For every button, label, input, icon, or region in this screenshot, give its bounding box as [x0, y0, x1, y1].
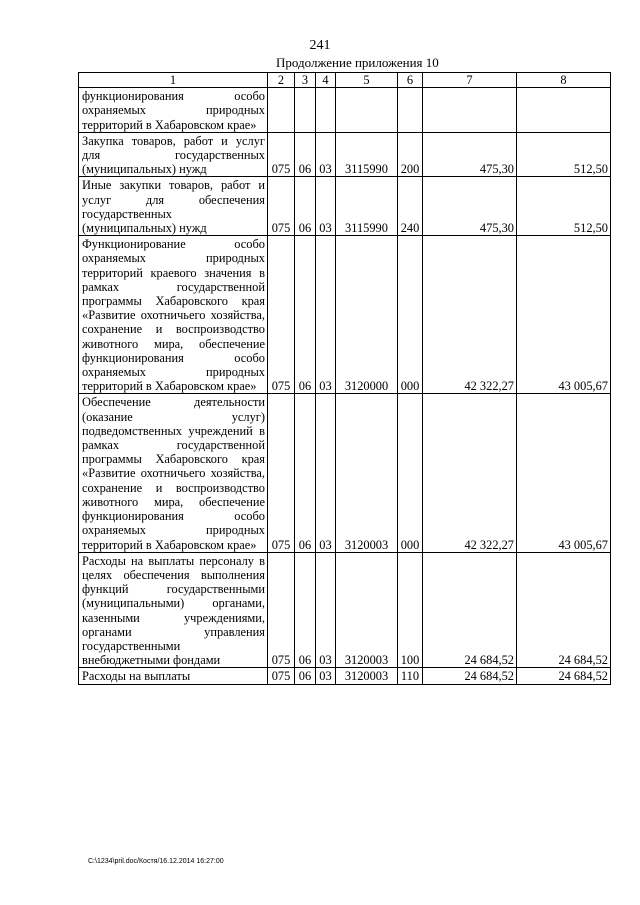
table-row — [79, 132, 611, 177]
table-row — [79, 236, 611, 394]
row-section: 06 — [295, 177, 316, 236]
row-expense-type: 110 — [398, 668, 423, 684]
header-col-1: 1 — [79, 73, 268, 88]
row-ministry-code: 075 — [268, 132, 295, 177]
row-section: 06 — [295, 236, 316, 394]
row-section: 06 — [295, 668, 316, 684]
row-description: Иные закупки товаров, работ и услуг для обеспечения государственных (муниципальных) нужд — [79, 177, 268, 236]
table-row — [79, 668, 611, 684]
row-amount-year-2: 24 684,52 — [517, 552, 611, 668]
row-subsection — [316, 88, 336, 133]
row-target-code — [336, 88, 398, 133]
row-subsection: 03 — [316, 552, 336, 668]
row-section: 06 — [295, 552, 316, 668]
table-row — [79, 88, 611, 133]
header-col-4: 4 — [316, 73, 336, 88]
row-expense-type: 100 — [398, 552, 423, 668]
row-amount-year-1: 24 684,52 — [423, 668, 517, 684]
header-col-8: 8 — [517, 73, 611, 88]
row-section — [295, 88, 316, 133]
continuation-title: Продолжение приложения 10 — [276, 55, 439, 70]
row-ministry-code: 075 — [268, 177, 295, 236]
row-description: Расходы на выплаты — [79, 668, 268, 684]
row-expense-type — [398, 88, 423, 133]
row-description: Закупка товаров, работ и услуг для государственных (муниципальных) нужд — [79, 132, 268, 177]
header-col-5: 5 — [336, 73, 398, 88]
row-description: Функционирование особо охраняемых природных территорий краевого значения в рамках государственной программы Хабаровского края «Развитие охотничьего хозяйства, сохранение и воспроизводство животного мира, обеспечение функционирования особо охраняемых природных территорий в Хабаровском крае» — [79, 236, 268, 394]
row-amount-year-2: 512,50 — [517, 177, 611, 236]
row-target-code: 3115990 — [336, 177, 398, 236]
row-amount-year-1: 42 322,27 — [423, 236, 517, 394]
row-expense-type: 000 — [398, 236, 423, 394]
row-subsection: 03 — [316, 394, 336, 552]
row-amount-year-1: 42 322,27 — [423, 394, 517, 552]
row-target-code: 3120003 — [336, 668, 398, 684]
row-subsection: 03 — [316, 177, 336, 236]
row-target-code: 3120000 — [336, 236, 398, 394]
row-description: функционирования особо охраняемых природных территорий в Хабаровском крае» — [79, 88, 268, 133]
file-path-footer: C:\1234\pril.doc/Костя/16.12.2014 16:27:00 — [88, 858, 224, 865]
table-row — [79, 394, 611, 552]
row-ministry-code — [268, 88, 295, 133]
row-amount-year-1 — [423, 88, 517, 133]
table-row — [79, 552, 611, 668]
header-col-7: 7 — [423, 73, 517, 88]
row-amount-year-1: 475,30 — [423, 177, 517, 236]
row-amount-year-2: 512,50 — [517, 132, 611, 177]
header-col-6: 6 — [398, 73, 423, 88]
table-row — [79, 177, 611, 236]
header-col-2: 2 — [268, 73, 295, 88]
row-target-code: 3120003 — [336, 552, 398, 668]
row-ministry-code: 075 — [268, 552, 295, 668]
row-target-code: 3115990 — [336, 132, 398, 177]
row-subsection: 03 — [316, 668, 336, 684]
row-expense-type: 240 — [398, 177, 423, 236]
row-expense-type: 000 — [398, 394, 423, 552]
header-row — [79, 73, 611, 88]
budget-table — [78, 72, 611, 685]
row-section: 06 — [295, 394, 316, 552]
row-amount-year-2: 24 684,52 — [517, 668, 611, 684]
row-ministry-code: 075 — [268, 394, 295, 552]
row-amount-year-1: 475,30 — [423, 132, 517, 177]
header-col-3: 3 — [295, 73, 316, 88]
row-description: Обеспечение деятельности (оказание услуг) подведомственных учреждений в рамках государственной программы Хабаровского края «Развитие охотничьего хозяйства, сохранение и воспроизводство животного мира, обеспечение функционирования особо охраняемых природных территорий в Хабаровском крае» — [79, 394, 268, 552]
row-ministry-code: 075 — [268, 668, 295, 684]
row-target-code: 3120003 — [336, 394, 398, 552]
row-subsection: 03 — [316, 236, 336, 394]
row-subsection: 03 — [316, 132, 336, 177]
row-ministry-code: 075 — [268, 236, 295, 394]
row-description: Расходы на выплаты персоналу в целях обеспечения выполнения функций государственными (муниципальными) органами, казенными учреждениями, органами управления государственными внебюджетными фондами — [79, 552, 268, 668]
row-section: 06 — [295, 132, 316, 177]
row-amount-year-2: 43 005,67 — [517, 236, 611, 394]
row-amount-year-2 — [517, 88, 611, 133]
row-amount-year-1: 24 684,52 — [423, 552, 517, 668]
row-expense-type: 200 — [398, 132, 423, 177]
row-amount-year-2: 43 005,67 — [517, 394, 611, 552]
page-number: 241 — [309, 38, 331, 53]
